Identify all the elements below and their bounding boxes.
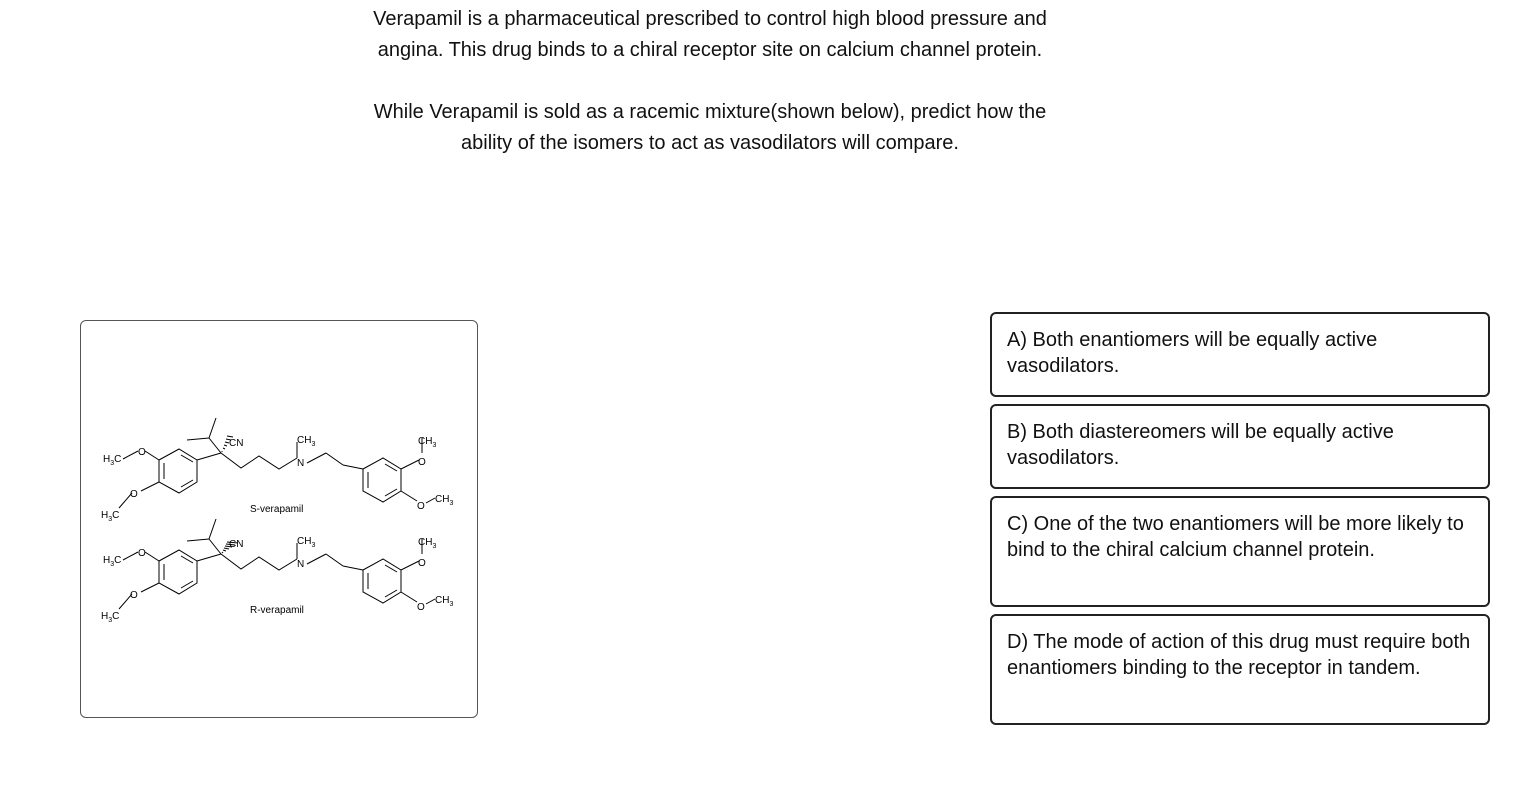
s-ch3-o-bottom: $CH_3$ [435,494,454,507]
choice-b-text: B) Both diastereomers will be equally active vasodilators. [1007,421,1394,469]
r-o-4: O [417,602,425,613]
question-line-4: ability of the isomers to act as vasodilators will compare. [461,132,959,154]
r-n-label: N [297,559,305,570]
choice-d[interactable] [990,614,1490,725]
r-ch3-n: $CH_3$ [297,536,316,549]
r-h3c-bottom: $H_3C$ [101,611,120,624]
s-h3c-top: $H_3C$ [103,454,122,467]
choice-d-text: D) The mode of action of this drug must require both enantiomers binding to the receptor in tandem. [1007,631,1471,679]
r-ch3-o-bottom: $CH_3$ [435,595,454,608]
s-ch3-n: $CH_3$ [297,435,316,448]
r-verapamil-label: R-verapamil [250,605,304,616]
answer-choices [990,312,1490,732]
s-o-2: O [130,489,138,500]
s-verapamil-structure [119,418,435,508]
choice-a[interactable] [990,312,1490,397]
choice-c[interactable] [990,496,1490,607]
choice-c-text: C) One of the two enantiomers will be more likely to bind to the chiral calcium channel protein. [1007,513,1464,561]
structure-figure-card [80,320,478,718]
r-verapamil-structure [119,519,435,609]
s-cn-label: CN [229,438,244,449]
s-o-1: O [138,447,146,458]
r-h3c-top: $H_3C$ [103,555,122,568]
verapamil-structures [81,321,479,719]
question-line-3: While Verapamil is sold as a racemic mixture(shown below), predict how the [373,101,1047,123]
question-line-2: angina. This drug binds to a chiral receptor site on calcium channel protein. [377,39,1043,61]
s-o-4: O [417,501,425,512]
choice-b[interactable] [990,404,1490,489]
s-ch3-o-top: $CH_3$ [418,436,437,449]
s-h3c-bottom: $H_3C$ [101,510,120,523]
question-line-1: Verapamil is a pharmaceutical prescribed to control high blood pressure and [373,8,1047,30]
s-n-label: N [297,458,305,469]
r-ch3-o-top: $CH_3$ [418,537,437,550]
s-verapamil-label: S-verapamil [250,504,304,515]
r-o-1: O [138,548,146,559]
r-o-3: O [418,558,426,569]
question-paragraph-2 [330,97,1090,159]
question-paragraph-1 [330,4,1090,66]
s-o-3: O [418,457,426,468]
choice-a-text: A) Both enantiomers will be equally active vasodilators. [1007,329,1378,377]
question-text [330,4,1090,159]
r-o-2: O [130,590,138,601]
r-cn-label: CN [229,539,244,550]
